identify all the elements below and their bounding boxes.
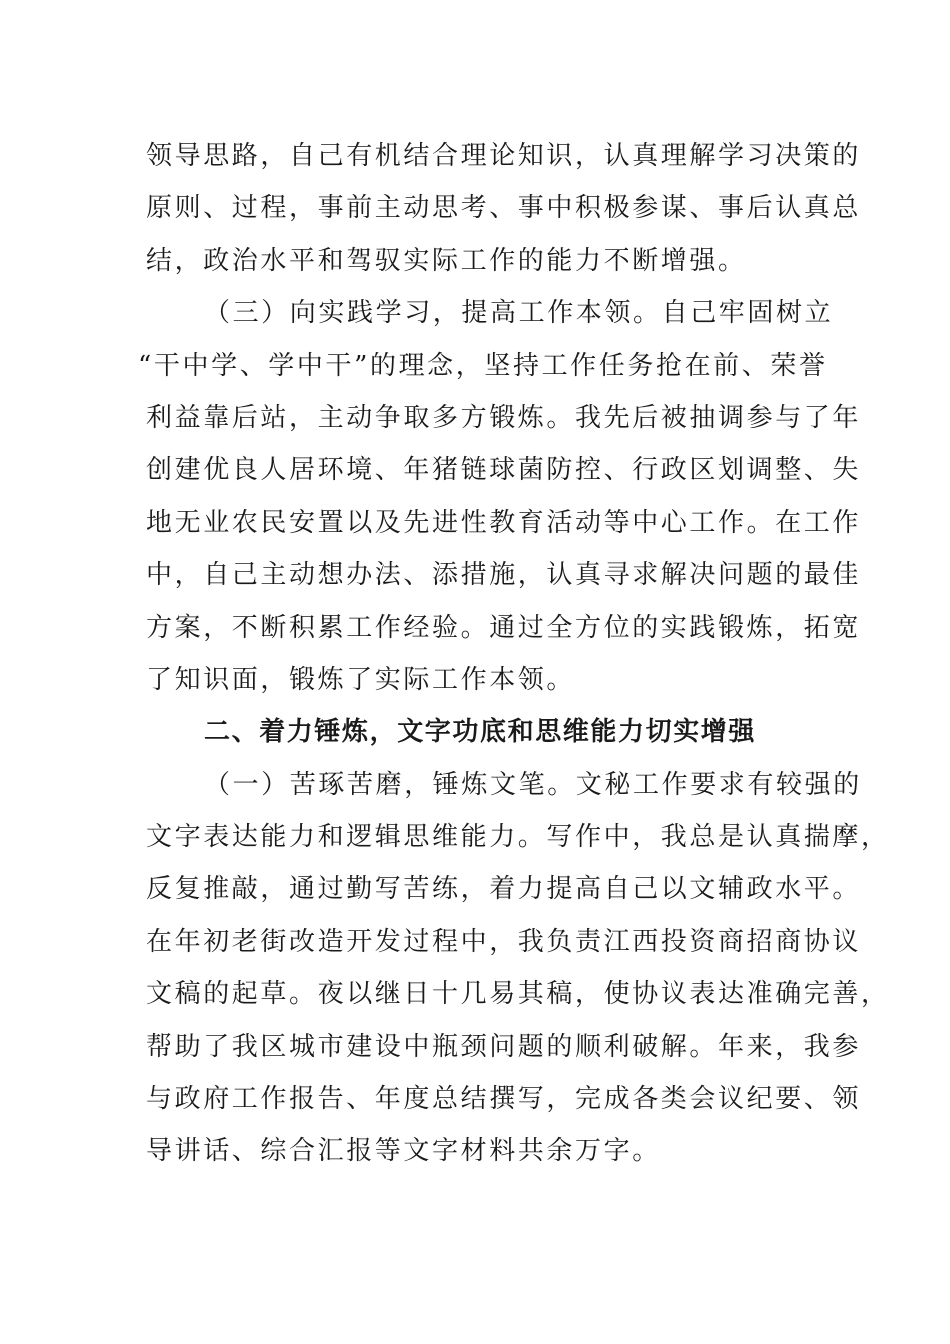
document-body: [138, 130, 890, 1178]
body-line: 领导思路，自己有机结合理论知识，认真理解学习决策的: [146, 141, 862, 171]
body-line: 原则、过程，事前主动思考、事中积极参谋、事后认真总: [146, 193, 862, 224]
body-line: 方案，不断积累工作经验。通过全方位的实践锻炼，拓宽: [146, 612, 862, 643]
paragraph-start-line: （一）苦琢苦磨，锤炼文笔。文秘工作要求有较强的: [204, 769, 862, 800]
body-line: 地无业农民安置以及先进性教育活动等中心工作。在工作: [146, 507, 862, 538]
body-line: 文稿的起草。夜以继日十几易其稿，使协议表达准确完善，: [146, 979, 890, 1010]
body-line: “干中学、学中干”的理念，坚持工作任务抢在前、荣誉: [138, 350, 828, 381]
body-line: 反复推敲，通过勤写苦练，着力提高自己以文辅政水平。: [146, 874, 862, 905]
body-line: 与政府工作报告、年度总结撰写，完成各类会议纪要、领: [146, 1084, 862, 1115]
body-line: 创建优良人居环境、年猪链球菌防控、行政区划调整、失: [146, 455, 862, 486]
body-line: 利益靠后站，主动争取多方锻炼。我先后被抽调参与了年: [146, 402, 862, 433]
body-line: 在年初老街改造开发过程中，我负责江西投资商招商协议: [146, 926, 862, 957]
section-heading: 二、着力锤炼，文字功底和思维能力切实增强: [204, 717, 757, 748]
body-line: 文字表达能力和逻辑思维能力。写作中，我总是认真揣摩，: [146, 822, 890, 853]
body-line: 导讲话、综合汇报等文字材料共余万字。: [146, 1136, 661, 1167]
body-line: 结，政治水平和驾驭实际工作的能力不断增强。: [146, 245, 747, 276]
body-line: 了知识面，锻炼了实际工作本领。: [146, 664, 576, 695]
body-line: 中，自己主动想办法、添措施，认真寻求解决问题的最佳: [146, 560, 862, 591]
paragraph-start-line: （三）向实践学习，提高工作本领。自己牢固树立: [204, 298, 834, 329]
body-line: 帮助了我区城市建设中瓶颈问题的顺利破解。年来，我参: [146, 1031, 862, 1062]
